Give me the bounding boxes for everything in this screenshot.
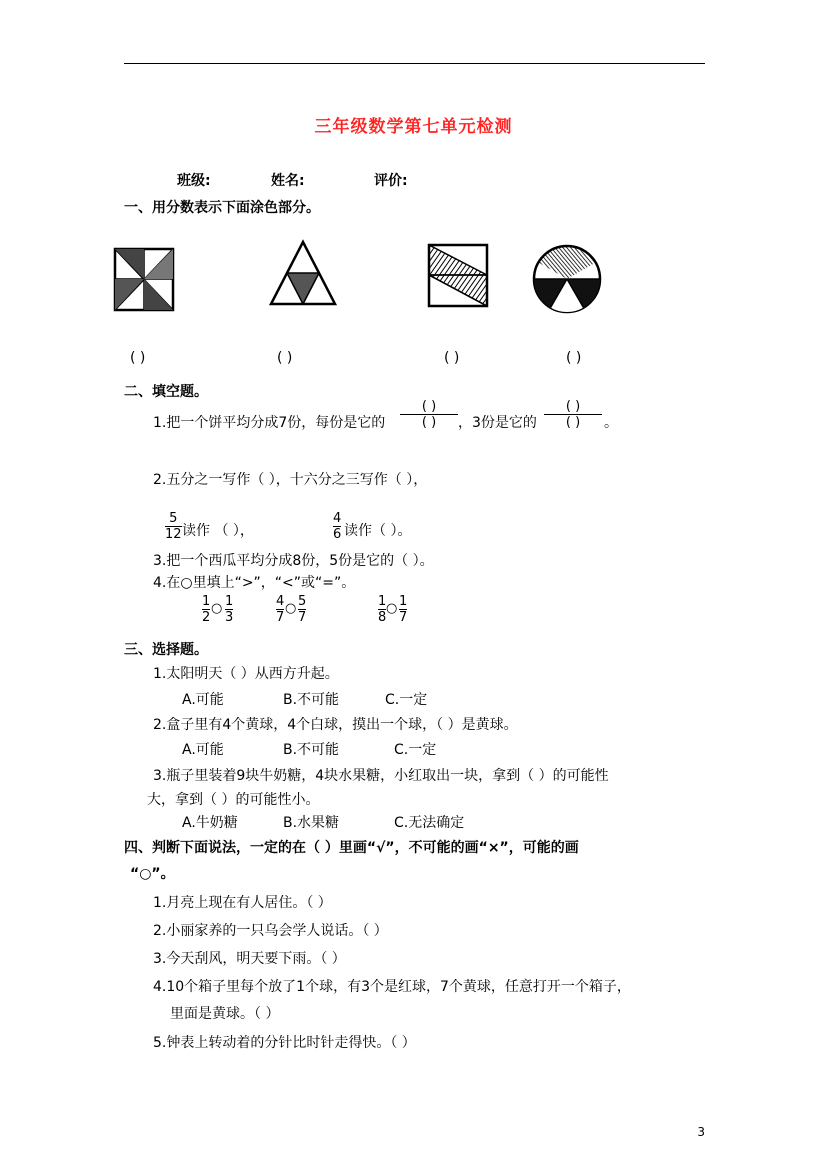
cmp2-left-fraction (276, 594, 284, 625)
q3-3-text-b: 大，拿到（ ）的可能性小。 (147, 792, 320, 808)
page-title: 三年级数学第七单元检测 (314, 117, 513, 137)
frac-den: ( ) (421, 415, 437, 430)
q4-5-text: 5.钟表上转动着的分针比时针走得快。（ ） (153, 1035, 416, 1051)
q4-4-text-a: 4.10个箱子里每个放了1个球，有3个是红球，7个黄球，任意打开一个箱子， (153, 979, 631, 995)
q3-1-text: 1.太阳明天（ ）从西方升起。 (153, 666, 339, 682)
answer-blank-1[interactable]: ( ) (130, 350, 146, 366)
q3-2-option-c[interactable]: C.一定 (394, 742, 437, 758)
q4-1-text: 1.月亮上现在有人居住。（ ） (153, 895, 332, 911)
q2-2-text: 2.五分之一写作（ ），十六分之三写作（ ）， (153, 472, 428, 488)
frac-num: ( ) (421, 399, 437, 414)
frac-den: 7 (399, 610, 408, 625)
section-4-heading: 四、判断下面说法，一定的在（ ）里画“√”，不可能的画“×”，可能的画 (124, 840, 579, 856)
q3-2-option-b[interactable]: B.不可能 (283, 742, 340, 758)
q2-1-fraction-blank-1[interactable] (400, 399, 458, 430)
q3-1-option-c[interactable]: C.一定 (385, 692, 428, 708)
frac-num: 1 (225, 594, 234, 609)
q2-2-read-2: 读作（ ）。 (344, 523, 412, 539)
answer-blank-3[interactable]: ( ) (444, 350, 460, 366)
q3-2-text: 2.盒子里有4个黄球，4个白球，摸出一个球，（ ）是黄球。 (153, 717, 518, 733)
frac-num: 1 (378, 594, 387, 609)
name-label: 姓名: (271, 173, 305, 189)
q3-3-text-a: 3.瓶子里装着9块牛奶糖，4块水果糖，小红取出一块，拿到（ ）的可能性 (153, 768, 609, 784)
section-2-heading: 二、填空题。 (124, 384, 208, 400)
q2-2-read-1: 读作 （ ）， (182, 523, 254, 539)
q3-1-option-a[interactable]: A.可能 (182, 692, 224, 708)
q2-1-text-b: ，3份是它的 (458, 415, 537, 431)
section-4-heading-cont: “○”。 (130, 866, 175, 882)
cmp3-right-fraction (399, 594, 407, 625)
answer-blank-2[interactable]: ( ) (277, 350, 293, 366)
section-3-heading: 三、选择题。 (124, 642, 208, 658)
figure-circle (531, 243, 603, 315)
q3-3-option-c[interactable]: C.无法确定 (394, 815, 465, 831)
q3-1-option-b[interactable]: B.不可能 (283, 692, 340, 708)
answer-blank-4[interactable]: ( ) (566, 350, 582, 366)
class-label: 班级: (177, 173, 211, 189)
frac-num: 4 (333, 511, 342, 526)
compare-circle-1[interactable]: ○ (211, 601, 223, 616)
q3-3-option-b[interactable]: B.水果糖 (283, 815, 340, 831)
q2-1-text-c: 。 (604, 415, 618, 431)
frac-num: 4 (276, 594, 285, 609)
page-number: 3 (697, 1125, 705, 1139)
frac-num: 5 (169, 511, 178, 526)
q2-4-text: 4.在○里填上“>”，“<”或“=”。 (153, 575, 356, 591)
figure-triangle (268, 238, 338, 308)
cmp1-right-fraction (225, 594, 233, 625)
q4-2-text: 2.小丽家养的一只乌会学人说话。（ ） (153, 923, 388, 939)
frac-den: 7 (298, 610, 307, 625)
section-1-heading: 一、用分数表示下面涂色部分。 (124, 200, 320, 216)
frac-den: ( ) (565, 415, 581, 430)
frac-den: 12 (165, 527, 182, 542)
frac-den: 6 (333, 527, 342, 542)
q2-3-text: 3.把一个西瓜平均分成8份，5份是它的（ ）。 (153, 553, 434, 569)
q2-1-fraction-blank-2[interactable] (544, 399, 602, 430)
frac-num: 1 (202, 594, 211, 609)
frac-den: 8 (378, 610, 387, 625)
compare-circle-3[interactable]: ○ (386, 601, 398, 616)
fraction-4-6 (333, 511, 341, 542)
figure-square-hatched (427, 243, 491, 309)
fraction-5-12 (165, 511, 182, 542)
compare-circle-2[interactable]: ○ (285, 601, 297, 616)
q4-3-text: 3.今天刮风，明天要下雨。（ ） (153, 951, 346, 967)
frac-den: 3 (225, 610, 234, 625)
header-rule (124, 63, 705, 64)
frac-num: ( ) (565, 399, 581, 414)
q3-3-option-a[interactable]: A.牛奶糖 (182, 815, 238, 831)
frac-den: 7 (276, 610, 285, 625)
figure-square-diagonals (113, 247, 177, 313)
cmp1-left-fraction (202, 594, 210, 625)
q4-4-text-b: 里面是黄球。（ ） (170, 1006, 280, 1022)
frac-num: 1 (399, 594, 408, 609)
q3-2-option-a[interactable]: A.可能 (182, 742, 224, 758)
frac-num: 5 (298, 594, 307, 609)
frac-den: 2 (202, 610, 211, 625)
cmp2-right-fraction (298, 594, 306, 625)
q2-1-text-a: 1.把一个饼平均分成7份，每份是它的 (153, 415, 386, 431)
eval-label: 评价: (374, 173, 408, 189)
